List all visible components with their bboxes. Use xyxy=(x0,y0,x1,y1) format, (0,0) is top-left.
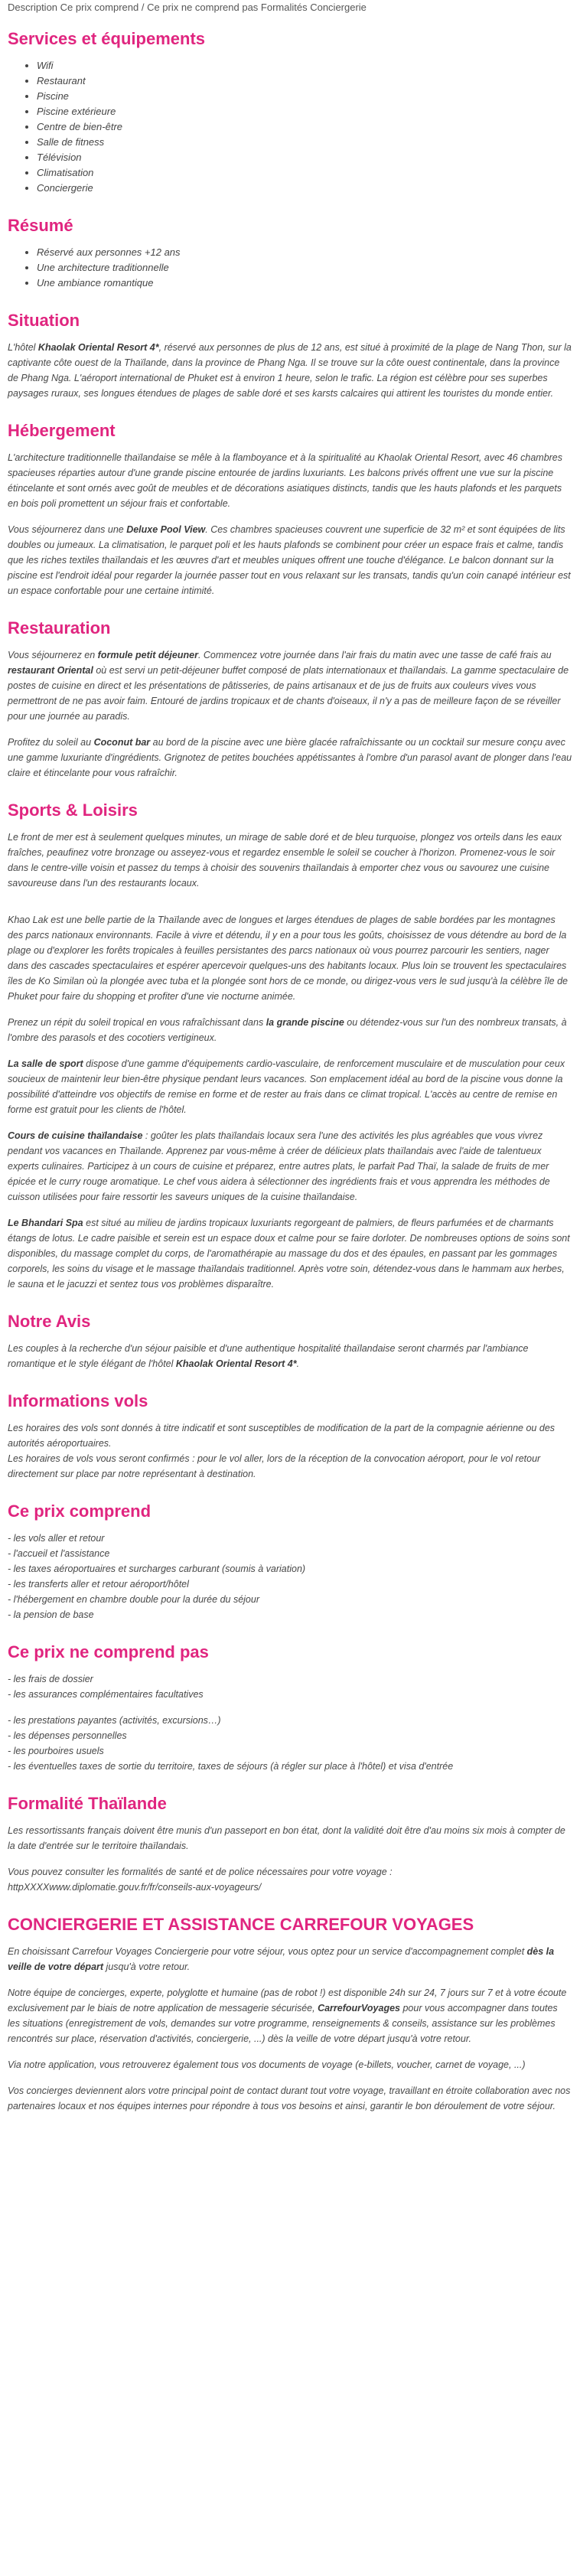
sports-paragraph-2: Khao Lak est une belle partie de la Thaïlande avec de longues et larges étendues de plages de sable bordées par les montagnes des parcs nationaux environnants. Facile à vivre et détendu, il y en a pour tous les goûts, choisissez de vous détendre au bord de la plage ou d'explorer les forêts tropicales à feuilles persistantes des parcs nationaux où vous pourrez parcourir les sentiers, nager dans des cascades spectaculaires et espérer apercevoir quelques-uns des habitants locaux. Plus loin se trouvent les spectaculaires îles de Ko Similan où la plongée avec tuba et la plongée sont hors de ce monde, ou dirigez-vous vers le sud jusqu'à la célèbre île de Phuket pour faire du shopping et profiter d'une vie nocturne animée. xyxy=(8,915,569,1002)
list-item: - l'hébergement en chambre double pour la durée du séjour xyxy=(8,1594,259,1605)
breadcrumb: Description Ce prix comprend / Ce prix ne comprend pas Formalités Conciergerie xyxy=(8,2,367,13)
list-item: - les taxes aéroportuaires et surcharges carburant (soumis à variation) xyxy=(8,1564,306,1574)
sports-paragraph-1: Le front de mer est à seulement quelques minutes, un mirage de sable doré et de bleu turquoise, plongez vos orteils dans les eaux fraîches, peaufinez votre bronzage ou asseyez-vous et regardez ensemble le soleil se coucher à l'horizon. Promenez-vous le soir dans le centre-ville voisin et passez du temps à choisir des souvenirs thaïlandais à emporter chez vous ou savourez une cuisine savoureuse dans l'un des restaurants locaux. xyxy=(8,832,562,889)
section-title-services: Services et équipements xyxy=(8,29,206,48)
section-title-sports: Sports & Loisirs xyxy=(8,801,138,820)
section-title-conciergerie: CONCIERGERIE ET ASSISTANCE CARREFOUR VOYAGES xyxy=(8,1915,474,1934)
list-item: • Piscine xyxy=(37,89,572,104)
formalite-link[interactable]: httpXXXXwww.diplomatie.gouv.fr/fr/conseils-aux-voyageurs/ xyxy=(8,1882,262,1893)
list-item: • Réservé aux personnes +12 ans xyxy=(37,245,572,260)
resume-list xyxy=(8,245,572,291)
list-item: - les vols aller et retour xyxy=(8,1533,105,1544)
list-item: • Climatisation xyxy=(37,165,572,181)
comprend-list xyxy=(8,1531,572,1622)
list-item: • Conciergerie xyxy=(37,181,572,196)
vols-paragraph-1: Les horaires des vols sont donnés à titre indicatif et sont susceptibles de modification de la part de la compagnie aérienne ou des autorités aéroportuaires. xyxy=(8,1423,556,1449)
section-title-ne-comprend: Ce prix ne comprend pas xyxy=(8,1642,209,1661)
list-item: • Restaurant xyxy=(37,73,572,89)
services-list xyxy=(8,58,572,196)
ne-comprend-list-b xyxy=(8,1713,572,1774)
conciergerie-paragraph-1: En choisissant Carrefour Voyages Conciergerie pour votre séjour, vous optez pour un service d'accompagnement complet dès la veille de votre départ jusqu'à votre retour. xyxy=(8,1946,555,1972)
list-item: - l'accueil et l'assistance xyxy=(8,1548,110,1559)
list-item: - les frais de dossier xyxy=(8,1674,93,1684)
section-title-vols: Informations vols xyxy=(8,1391,148,1410)
hebergement-paragraph-1: L'architecture traditionnelle thaïlandaise se mêle à la flamboyance et à la spiritualité au Khaolak Oriental Resort, avec 46 chambres spacieuses réparties autour d'une grande piscine entourée de jardins luxuriants. Les balcons privés offrent une vue sur la piscine étincelante et sont ornés avec goût de meubles et de décorations asiatiques distincts, tandis que les hauts plafonds et les parquets en bois poli promettent un séjour frais et confortable. xyxy=(8,452,563,509)
list-item: • Une ambiance romantique xyxy=(37,276,572,291)
list-item: - les prestations payantes (activités, excursions…) xyxy=(8,1715,221,1726)
vols-paragraph-2: Les horaires de vols vous seront confirmés : pour le vol aller, lors de la réception de la convocation aéroport, pour le vol retour directement sur place par notre représentant à destination. xyxy=(8,1453,541,1479)
conciergerie-paragraph-4: Vos concierges deviennent alors votre principal point de contact durant tout votre voyage, travaillant en étroite collaboration avec nos partenaires locaux et nos équipes internes pour répondre à tous vos besoins et ainsi, garantir le bon déroulement de votre séjour. xyxy=(8,2085,571,2111)
list-item: • Wifi xyxy=(37,58,572,73)
list-item: • Télévision xyxy=(37,150,572,165)
formalite-paragraph-1: Les ressortissants français doivent être munis d'un passeport en bon état, dont la validité doit être d'au moins six mois à compter de la date d'entrée sur le territoire thaïlandais. xyxy=(8,1825,565,1851)
conciergerie-paragraph-3: Via notre application, vous retrouverez également tous vos documents de voyage (e-billets, voucher, carnet de voyage, ...) xyxy=(8,2059,526,2070)
list-item: - les pourboires usuels xyxy=(8,1746,104,1756)
list-item: • Une architecture traditionnelle xyxy=(37,260,572,276)
list-item: • Piscine extérieure xyxy=(37,104,572,119)
restauration-paragraph-2: Profitez du soleil au Coconut bar au bord de la piscine avec une bière glacée rafraîchissante ou un cocktail sur mesure conçu avec une gamme luxuriante d'ingrédients. Grignotez de petites bouchées appétissantes à l'ombre d'un parasol avant de plonger dans l'eau claire et étincelante pour vous rafraîchir. xyxy=(8,737,572,778)
section-title-resume: Résumé xyxy=(8,216,73,235)
ne-comprend-list-a xyxy=(8,1671,572,1702)
restauration-paragraph-1: Vous séjournerez en formule petit déjeuner. Commencez votre journée dans l'air frais du matin avec une tasse de café frais au restaurant Oriental où est servi un petit-déjeuner buffet composé de plats internationaux et thaïlandais. La gamme spectaculaire de postes de cuisine en direct et les présentations de pâtisseries, de pains artisanaux et de jus de fruits aux couleurs vives vous permettront de ne pas avoir faim. Entouré de jardins tropicaux et de chants d'oiseaux, il n'y a pas de meilleure façon de se réveiller pour une journée au paradis. xyxy=(8,650,569,722)
formalite-paragraph-2: Vous pouvez consulter les formalités de santé et de police nécessaires pour votre voyage : xyxy=(8,1867,393,1877)
avis-paragraph: Les couples à la recherche d'un séjour paisible et d'une authentique hospitalité thaïlandaise seront charmés par l'ambiance romantique et le style élégant de l'hôtel Khaolak Oriental Resort 4*. xyxy=(8,1343,529,1369)
sports-paragraph-6: Le Bhandari Spa est situé au milieu de jardins tropicaux luxuriants regorgeant de palmiers, de fleurs parfumées et de charmants étangs de lotus. Le cadre paisible et serein est un espace doux et calme pour se faire dorloter. De nombreuses options de soins sont disponibles, du massage complet du corps, de l'aromathérapie au massage du dos et des épaules, en passant par les gommages corporels, les soins du visage et le massage thaïlandais traditionnel. Après votre soin, détendez-vous dans le hammam aux herbes, le sauna et le jacuzzi et sentez tous vos problèmes disparaître. xyxy=(8,1218,570,1290)
list-item: - les éventuelles taxes de sortie du territoire, taxes de séjours (à régler sur place à l'hôtel) et visa d'entrée xyxy=(8,1761,454,1772)
list-item: - la pension de base xyxy=(8,1609,94,1620)
sports-paragraph-4: La salle de sport dispose d'une gamme d'équipements cardio-vasculaire, de renforcement musculaire et de musculation pour ceux soucieux de maintenir leur bien-être physique pendant leurs vacances. Son emplacement idéal au bord de la piscine vous donne la possibilité d'atteindre vos objectifs de remise en forme et de rester au frais dans ce climat tropical. L'accès au centre de remise en forme est gratuit pour les clients de l'hôtel. xyxy=(8,1058,565,1115)
section-title-comprend: Ce prix comprend xyxy=(8,1502,152,1521)
section-title-avis: Notre Avis xyxy=(8,1312,91,1331)
situation-paragraph: L'hôtel Khaolak Oriental Resort 4*, réservé aux personnes de plus de 12 ans, est situé à proximité de la plage de Nang Thon, sur la captivante côte ouest de la Thaïlande, dans la province de Phang Nga. Il se trouve sur la côte ouest continentale, dans la province de Phang Nga. L'aéroport international de Phuket est à environ 1 heure, selon le trafic. La région est célèbre pour ses superbes paysages ruraux, ses longues étendues de plages de sable doré et ses karsts calcaires qui attirent les touristes du monde entier. xyxy=(8,342,572,399)
conciergerie-paragraph-2: Notre équipe de concierges, experte, polyglotte et humaine (pas de robot !) est disponible 24h sur 24, 7 jours sur 7 et à votre écoute exclusivement par le biais de notre application de messagerie sécurisée, CarrefourVoyages pour vous accompagner dans toutes les situations (enregistrement de vols, demandes sur votre programme, renseignements & conseils, assistance sur les problèmes rencontrés sur place, réservation d'activités, conciergerie, ...) dès la veille de votre départ jusqu'à votre retour. xyxy=(8,1987,567,2044)
list-item: - les transferts aller et retour aéroport/hôtel xyxy=(8,1579,189,1590)
list-item: - les dépenses personnelles xyxy=(8,1730,127,1741)
list-item: - les assurances complémentaires facultatives xyxy=(8,1689,204,1700)
list-item: • Salle de fitness xyxy=(37,135,572,150)
list-item: • Centre de bien-être xyxy=(37,119,572,135)
section-title-restauration: Restauration xyxy=(8,618,111,637)
section-title-hebergement: Hébergement xyxy=(8,421,116,440)
sports-paragraph-3: Prenez un répit du soleil tropical en vous rafraîchissant dans la grande piscine ou détendez-vous sur l'un des nombreux transats, à l'ombre des parasols et des cocotiers vertigineux. xyxy=(8,1017,567,1043)
hebergement-paragraph-2: Vous séjournerez dans une Deluxe Pool View. Ces chambres spacieuses couvrent une superficie de 32 m² et sont équipées de lits doubles ou jumeaux. La climatisation, le parquet poli et les hauts plafonds se combinent pour créer un espace frais et calme, tandis que les riches textiles thaïlandais et les œuvres d'art et meubles uniques offrent une touche d'élégance. Le balcon donnant sur la piscine est l'endroit idéal pour regarder la journée passer tout en vous relaxant sur les transats, tandis qu'un coin canapé intérieur est un espace confortable pour une certaine intimité. xyxy=(8,524,571,596)
section-title-formalite: Formalité Thaïlande xyxy=(8,1794,167,1813)
sports-paragraph-5: Cours de cuisine thaïlandaise : goûter les plats thaïlandais locaux sera l'une des activités les plus agréables que vous vivrez pendant vos vacances en Thaïlande. Apprenez par vous-même à créer de délicieux plats thaïlandais avec l'aide de talentueux experts culinaires. Participez à un cours de cuisine et préparez, entre autres plats, le parfait Pad Thaï, la salade de fruits de mer épicée et le curry rouge aromatique. Le chef vous aidera à sélectionner des ingrédients frais et vous apprendra les méthodes de cuisson utilisées pour faire ressortir les saveurs uniques de la cuisine thaïlandaise. xyxy=(8,1130,550,1202)
section-title-situation: Situation xyxy=(8,311,80,330)
